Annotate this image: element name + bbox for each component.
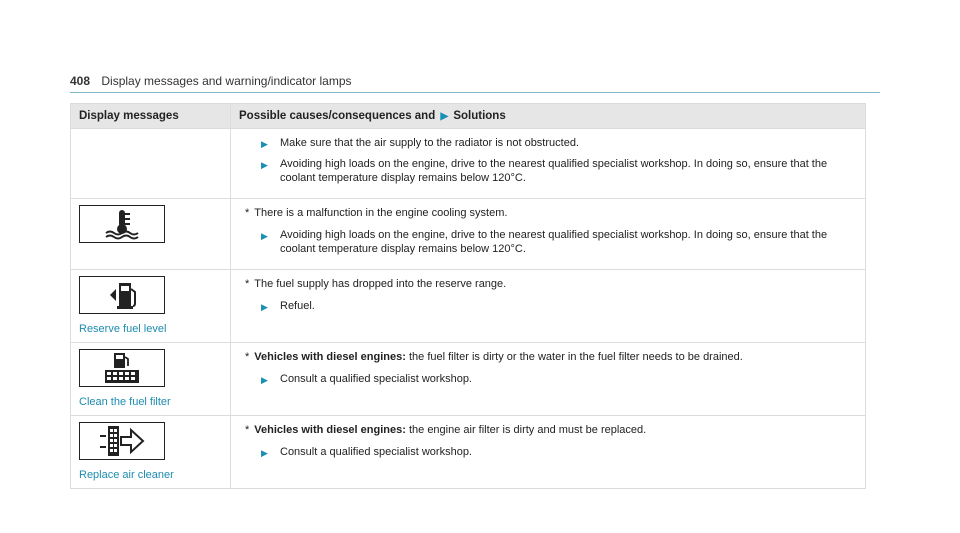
action-text: Make sure that the air supply to the radiator is not obstructed.: [280, 137, 579, 149]
cause-marker: *: [245, 424, 250, 436]
table-row: [71, 199, 866, 270]
cause-marker: *: [245, 278, 250, 290]
cause-statement: [245, 423, 857, 437]
action-text: Avoiding high loads on the engine, drive to the nearest qualified specialist workshop. In doing so, ensure that the: [280, 229, 828, 241]
table-row: [71, 270, 866, 343]
display-message-cell: [71, 343, 231, 416]
display-message-cell: [71, 129, 231, 199]
action-arrow-icon: ▶: [261, 302, 268, 312]
coolant-temperature-icon: [79, 205, 165, 243]
display-message-cell: [71, 416, 231, 489]
air-filter-icon: [79, 422, 165, 460]
action-arrow-icon: ▶: [261, 375, 268, 385]
cause-text: the fuel filter is dirty or the water in the fuel filter needs to be drained.: [408, 351, 743, 363]
action-arrow-icon: ▶: [261, 160, 268, 170]
causes-solutions-cell: [231, 129, 866, 199]
column-header-solutions: Solutions: [453, 110, 506, 122]
action-text: Refuel.: [280, 300, 315, 312]
cause-condition: Vehicles with diesel engines:: [254, 351, 406, 363]
action-text: Avoiding high loads on the engine, drive to the nearest qualified specialist workshop. In doing so, ensure that the: [280, 158, 828, 170]
display-message-caption: Reserve fuel level: [79, 323, 167, 335]
display-message-cell: [71, 199, 231, 270]
column-header-causes: Possible causes/consequences and: [239, 110, 436, 122]
fuel-reserve-icon: [79, 276, 165, 314]
column-header-display-messages: Display messages: [71, 104, 231, 129]
header-divider: [70, 92, 880, 93]
page-header: [70, 74, 352, 88]
action-text: Consult a qualified specialist workshop.: [280, 446, 472, 458]
table-row: [71, 343, 866, 416]
cause-marker: *: [245, 207, 250, 219]
action-item: [245, 157, 857, 185]
cause-text: the engine air filter is dirty and must be replaced.: [408, 424, 647, 436]
action-item: [245, 136, 857, 150]
causes-solutions-cell: [231, 416, 866, 489]
action-text-continued: coolant temperature display remains below 120°C.: [280, 243, 526, 255]
action-text: Consult a qualified specialist workshop.: [280, 373, 472, 385]
solutions-arrow-icon: ▶: [440, 111, 449, 122]
action-arrow-icon: ▶: [261, 231, 268, 241]
cause-statement: [245, 277, 857, 291]
page-header-title: Display messages and warning/indicator lamps: [101, 74, 352, 88]
cause-statement: [245, 206, 857, 220]
table-row: [71, 129, 866, 199]
column-header-causes-solutions: [231, 104, 866, 129]
page-number: 408: [70, 74, 91, 88]
causes-solutions-cell: [231, 199, 866, 270]
action-item: [245, 372, 857, 386]
cause-text: There is a malfunction in the engine cooling system.: [254, 207, 508, 219]
cause-text: The fuel supply has dropped into the reserve range.: [254, 278, 507, 290]
display-messages-table: [70, 103, 866, 489]
action-item: [245, 445, 857, 459]
display-message-cell: [71, 270, 231, 343]
cause-statement: [245, 350, 857, 364]
action-text-continued: coolant temperature display remains below 120°C.: [280, 172, 526, 184]
table-header-row: [71, 104, 866, 129]
cause-condition: Vehicles with diesel engines:: [254, 424, 406, 436]
table-row: [71, 416, 866, 489]
action-item: [245, 228, 857, 256]
display-message-caption: Replace air cleaner: [79, 469, 174, 481]
causes-solutions-cell: [231, 270, 866, 343]
action-arrow-icon: ▶: [261, 448, 268, 458]
cause-marker: *: [245, 351, 250, 363]
action-arrow-icon: ▶: [261, 139, 268, 149]
causes-solutions-cell: [231, 343, 866, 416]
action-item: [245, 299, 857, 313]
display-message-caption: Clean the fuel filter: [79, 396, 171, 408]
fuel-filter-icon: [79, 349, 165, 387]
